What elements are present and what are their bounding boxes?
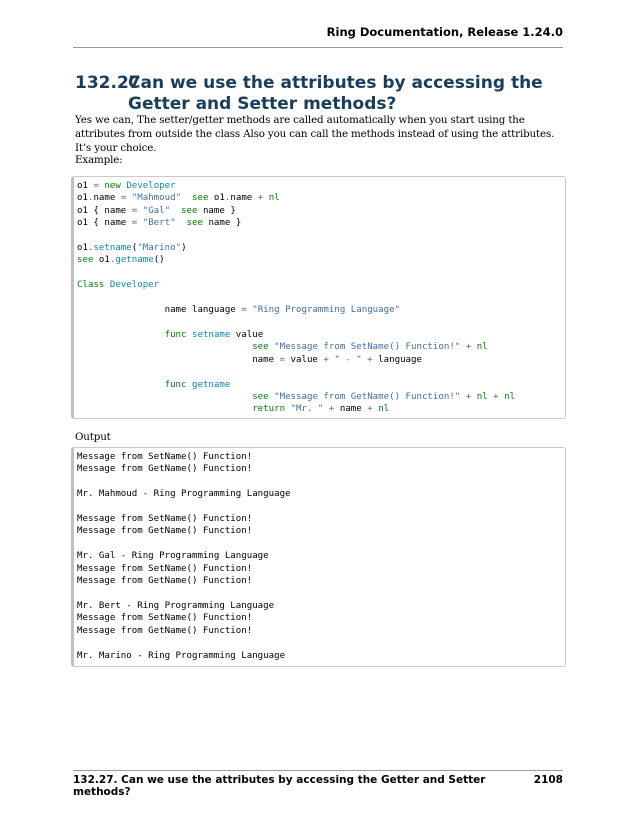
output-line: Message from GetName() Function! <box>77 526 253 537</box>
code-line: see "Message from GetName() Function!" + nl + nl <box>252 391 516 402</box>
code-line: name language = "Ring Programming Language" <box>77 305 401 316</box>
code-line: o1.setname("Marino") <box>77 243 187 254</box>
output-block <box>71 447 566 667</box>
output-line: Mr. Marino - Ring Programming Language <box>77 650 286 661</box>
doc-title: Ring Documentation, Release 1.24.0 <box>326 25 563 39</box>
output-text <box>74 448 565 662</box>
code-line: o1 { name = "Gal" see name } <box>77 205 236 216</box>
output-line: Message from GetName() Function! <box>77 576 253 587</box>
output-line: Message from GetName() Function! <box>77 464 253 475</box>
output-line: Mr. Mahmoud - Ring Programming Language <box>77 489 291 500</box>
page-number: 2108 <box>533 774 563 786</box>
page-header <box>73 25 563 48</box>
code-line: func setname value <box>164 329 264 340</box>
output-line: Mr. Gal - Ring Programming Language <box>77 551 269 562</box>
footer-section-ref: 132.27. Can we use the attributes by accessing the Getter and Setter methods? <box>73 774 486 798</box>
page-footer <box>73 770 563 798</box>
output-line: Message from SetName() Function! <box>77 452 253 462</box>
code-line: return "Mr. " + name + nl <box>252 404 390 415</box>
section-number: 132.27 <box>75 73 141 93</box>
code-line: see "Message from SetName() Function!" + nl <box>252 342 488 353</box>
output-line: Message from SetName() Function! <box>77 514 253 525</box>
example-code-block <box>71 176 566 419</box>
output-line: Message from SetName() Function! <box>77 613 253 624</box>
output-line: Message from GetName() Function! <box>77 625 253 636</box>
code-line: o1 = new Developer <box>77 181 176 191</box>
output-line: Mr. Bert - Ring Programming Language <box>77 600 275 611</box>
code-line: see o1.getname() <box>77 255 165 266</box>
code-line: o1 { name = "Bert" see name } <box>77 218 242 229</box>
intro-paragraph: Yes we can, The setter/getter methods are called automatically when you start using the attributes from outside the class Also you can call the methods instead of using the attributes. It’s your choice. <box>75 114 555 154</box>
example-code <box>74 177 565 416</box>
code-line: Class Developer <box>77 280 160 291</box>
section-heading <box>75 73 575 115</box>
code-line: func getname <box>164 379 231 390</box>
code-line: o1.name = "Mahmoud" see o1.name + nl <box>77 193 280 204</box>
example-label: Example: <box>75 154 123 166</box>
output-label: Output <box>75 431 111 443</box>
output-line: Message from SetName() Function! <box>77 563 253 574</box>
code-line: name = value + " - " + language <box>77 354 422 365</box>
section-title: Can we use the attributes by accessing the Getter and Setter methods? <box>128 73 543 114</box>
